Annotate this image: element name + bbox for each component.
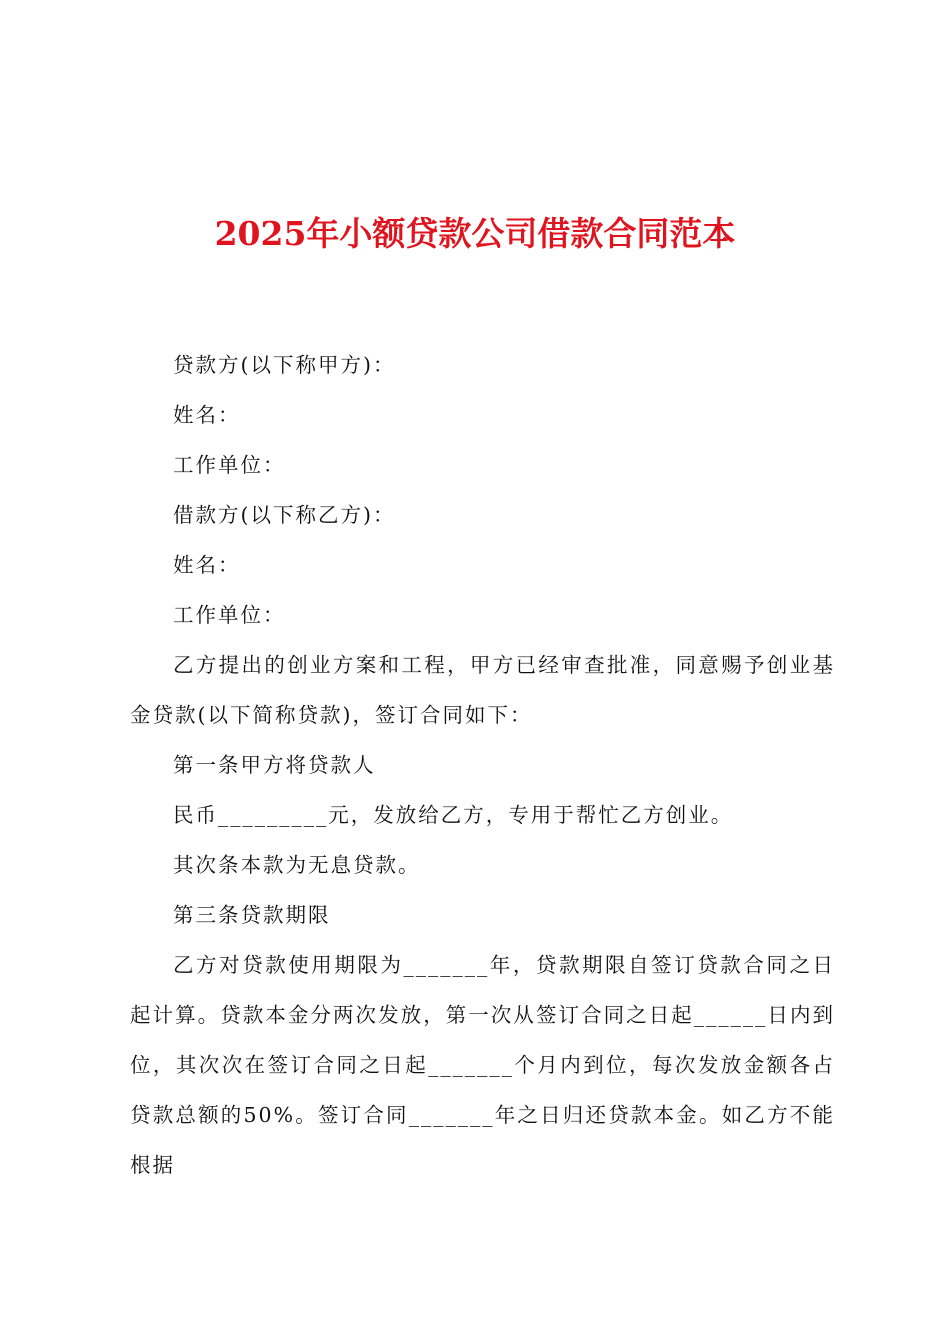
article-2: 其次条本款为无息贷款。 [173,853,421,877]
article-1-heading: 第一条甲方将贷款人 [173,753,376,777]
article-3-body: 乙方对贷款使用期限为_______年，贷款期限自签订贷款合同之日起计算。贷款本金分两次发放，第一次从签订合同之日起______日内到位，其次次在签订合同之日起_______个月内到位，每次发放金额各占贷款总额的50%。签订合同_______年之日归还贷款本金。如乙方不能根据 [130,953,835,1177]
borrower-name-field: 姓名： [173,553,241,577]
document-body [130,340,835,1190]
document-title: 2025年小额贷款公司借款合同范本 [214,214,736,253]
lender-heading: 贷款方(以下称甲方)： [173,353,396,377]
borrower-workplace-field: 工作单位： [173,603,286,627]
contract-preamble: 乙方提出的创业方案和工程，甲方已经审查批准，同意赐予创业基金贷款(以下简称贷款)，签订合同如下： [130,653,835,727]
article-1-body: 民币_________元，发放给乙方，专用于帮忙乙方创业。 [173,803,734,827]
lender-workplace-field: 工作单位： [173,453,286,477]
article-3-heading: 第三条贷款期限 [173,903,331,927]
borrower-heading: 借款方(以下称乙方)： [173,503,396,527]
lender-name-field: 姓名： [173,403,241,427]
